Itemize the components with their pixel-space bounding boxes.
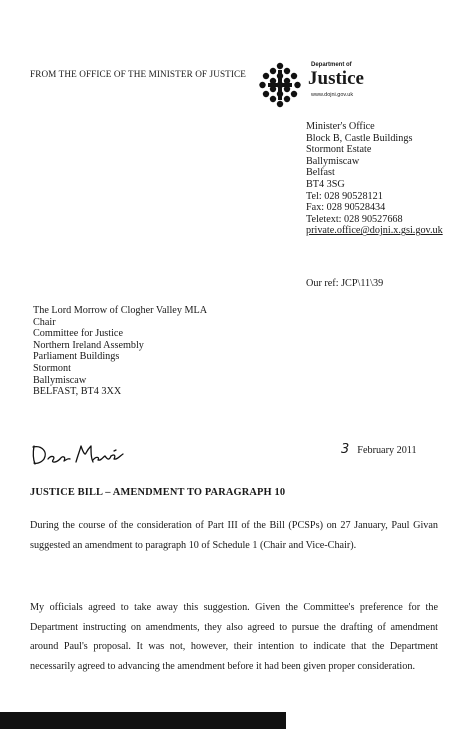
letter-date bbox=[341, 442, 417, 457]
handwritten-salutation bbox=[30, 442, 126, 468]
teletext-line: Teletext: 028 90527668 bbox=[306, 213, 403, 225]
scan-artifact-bar bbox=[0, 712, 286, 729]
letter-subject-heading: JUSTICE BILL – AMENDMENT TO PARAGRAPH 10 bbox=[30, 487, 286, 498]
recipient-line: BELFAST, BT4 3XX bbox=[33, 386, 122, 398]
sender-address-block bbox=[306, 121, 443, 237]
date-month-year: February 2011 bbox=[357, 445, 417, 456]
fax-line: Fax: 028 90528434 bbox=[306, 202, 386, 214]
address-line: Ballymiscaw bbox=[306, 155, 360, 167]
email-link[interactable]: private.office@dojni.x.gsi.gov.uk bbox=[306, 225, 443, 237]
department-of-label: Department of bbox=[311, 62, 352, 68]
from-office-line: FROM THE OFFICE OF THE MINISTER OF JUSTICE bbox=[30, 69, 246, 79]
address-line: Block B, Castle Buildings bbox=[306, 132, 413, 144]
recipient-line: Stormont bbox=[33, 362, 71, 374]
address-line: BT4 3SG bbox=[306, 178, 345, 190]
recipient-line: The Lord Morrow of Clogher Valley MLA bbox=[33, 305, 208, 316]
our-reference: Our ref: JCP\11\39 bbox=[306, 278, 384, 289]
address-line: Minister's Office bbox=[306, 121, 375, 132]
date-day-handwritten: 3 bbox=[341, 442, 350, 457]
recipient-line: Chair bbox=[33, 316, 56, 328]
telephone-line: Tel: 028 90528121 bbox=[306, 190, 383, 202]
body-paragraph: During the course of the consideration of Part III of the Bill (PCSPs) on 27 January, Paul Givan suggested an amendment to paragraph 10 of Schedule 1 (Chair and Vice-Chair). bbox=[30, 520, 438, 551]
recipient-line: Northern Ireland Assembly bbox=[33, 339, 144, 351]
body-paragraph: My officials agreed to take away this suggestion. Given the Committee's preference for the Department instructing on amendments, they also agreed to pursue the drafting of amendment around Paul's proposal. It was not, however, their intention to indicate that the Department necessarily agreed to advancing the amendment before it had been given proper consideration. bbox=[30, 602, 438, 672]
recipient-line: Ballymiscaw bbox=[33, 374, 87, 386]
address-line: Stormont Estate bbox=[306, 144, 372, 156]
justice-wordmark: Justice bbox=[308, 68, 364, 89]
recipient-line: Parliament Buildings bbox=[33, 351, 120, 363]
address-line: Belfast bbox=[306, 167, 335, 179]
recipient-line: Committee for Justice bbox=[33, 328, 123, 340]
department-website: www.dojni.gov.uk bbox=[311, 92, 354, 98]
department-logo-icon bbox=[259, 62, 301, 108]
recipient-address-block bbox=[33, 305, 207, 398]
